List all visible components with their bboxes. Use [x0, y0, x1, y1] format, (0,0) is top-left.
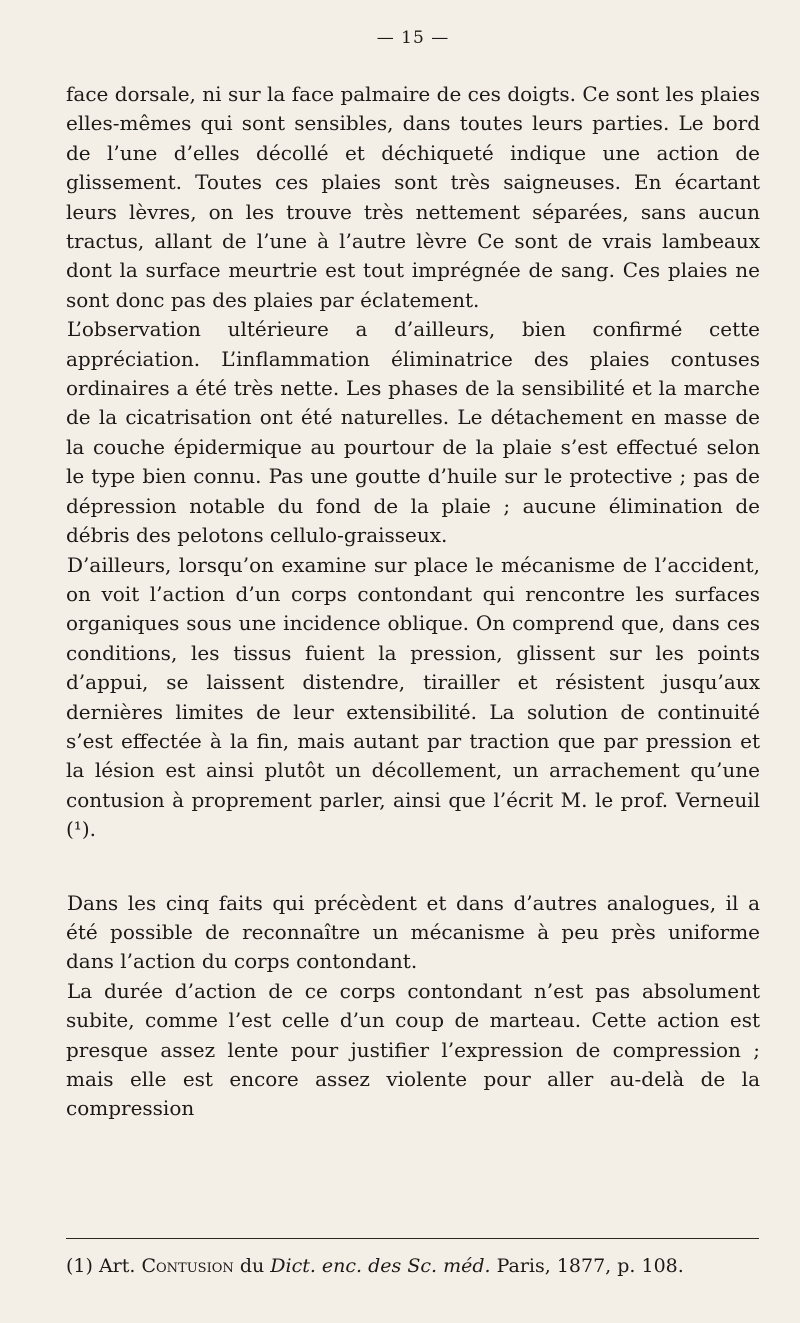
footnote-connector: du [239, 1255, 265, 1277]
paragraph: face dorsale, ni sur la face palmaire de ces doigts. Ce sont les plaies elles-mêmes qui sont sensibles, dans toutes leurs parties. Le bord de l’une d’elles décollé et déchiqueté indique une action de glissement. Toutes ces plaies sont très saigneuses. En écartant leurs lèvres, on les trouve très nettement séparées, sans aucun tractus, allant de l’une à l’autre lèvre Ce sont de vrais lambeaux dont la surface meurtrie est tout imprégnée de sang. Ces plaies ne sont donc pas des plaies par éclatement. [66, 82, 760, 312]
page-number: — 15 — [376, 28, 450, 48]
paragraph: D’ailleurs, lorsqu’on examine sur place le mécanisme de l’accident, on voit l’action d’un corps contondant qui rencontre les surfaces organiques sous une incidence oblique. On comprend que, dans ces conditions, les tissus fuient la pression, glissent sur les points d’appui, se laissent distendre, tirailler et résistent jusqu’aux dernières limites de leur extensibilité. La solution de continuité s’est effectée à la fin, mais autant par traction que par pression et la lésion est ainsi plutôt un décollement, un arrachement qu’une contusion à proprement parler, ainsi que l’écrit M. le prof. Verneuil (¹). [66, 552, 760, 842]
paragraph: L’observation ultérieure a d’ailleurs, bien confirmé cette appréciation. L’inflammation éliminatrice des plaies contuses ordinaires a été très nette. Les phases de la sensibilité et la marche de la cicatrisation ont été naturelles. Le détachement en masse de la couche épidermique au pourtour de la plaie s’est effectué selon le type bien connu. Pas une goutte d’huile sur le protective ; pas de dépression notable du fond de la plaie ; aucune élimination de débris des pelotons cellulo-graisseux. [66, 317, 760, 548]
footnote-source: Dict. enc. des Sc. méd. [270, 1255, 491, 1277]
paragraph: Dans les cinq faits qui précèdent et dans d’autres analogues, il a été possible de reconnaître un mécanisme à peu près uniforme dans l’action du corps contondant. [66, 890, 760, 974]
section-gap [66, 845, 760, 889]
footnote-article-title: Contusion [141, 1255, 234, 1277]
paragraph: La durée d’action de ce corps contondant n’est pas absolument subite, comme l’est celle d’un coup de marteau. Cette action est presque assez lente pour justifier l’expression de compression ; mais elle est encore assez violente pour aller au-delà de la compression [66, 978, 760, 1121]
footnote [66, 1253, 766, 1279]
footnote-publication: Paris, 1877, p. 108. [496, 1255, 684, 1277]
footnote-marker: (1) Art. [66, 1255, 136, 1277]
footnote-divider [66, 1238, 759, 1239]
